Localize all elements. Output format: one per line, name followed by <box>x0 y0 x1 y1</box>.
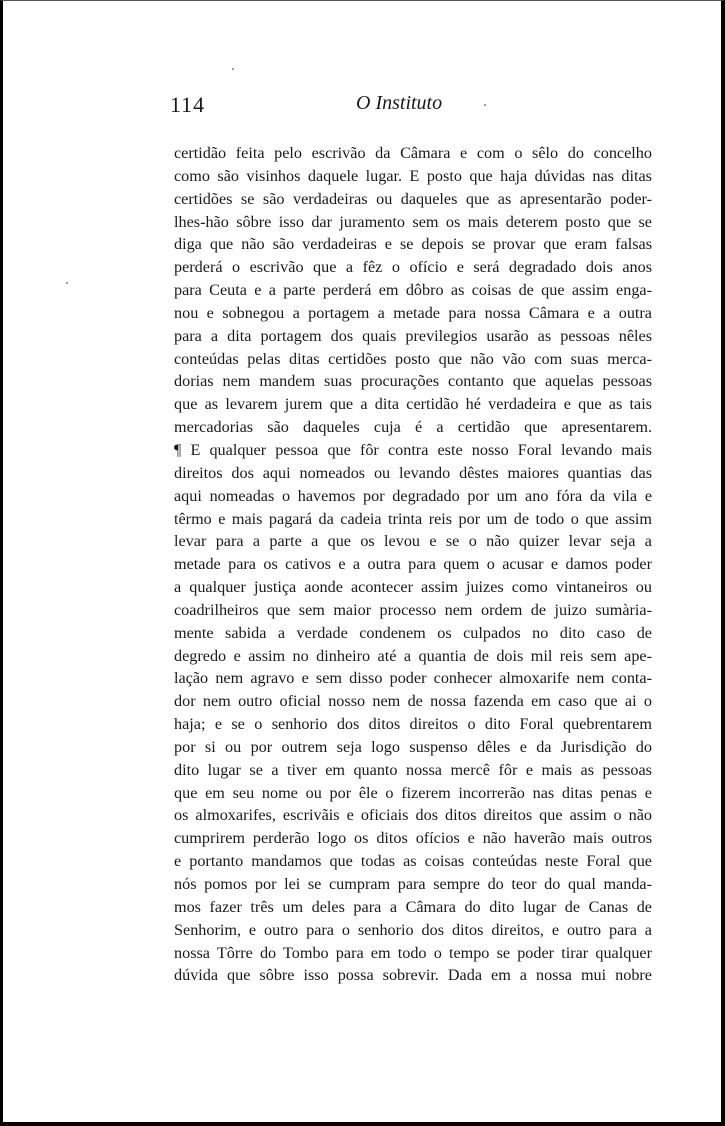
paper-speck <box>232 68 234 70</box>
text-line: os almoxarifes, escrivãis e oficiais dos ditos direitos que assim o não <box>174 806 652 825</box>
text-line: por si ou por outrem seja logo suspenso dêles e da Jurisdição do <box>174 737 652 756</box>
text-line: para Ceuta e a parte perderá em dôbro as coisas de que assim enga- <box>174 281 652 300</box>
text-line: cumprirem perderão logo os ditos ofícios e não haverão mais outros <box>174 829 652 848</box>
text-line: dito lugar se a tiver em quanto nossa mercê fôr e mais as pessoas <box>174 760 652 779</box>
text-line: têrmo e mais pagará da cadeia trinta reis por um de todo o que assim <box>174 509 652 528</box>
text-line: diga que não são verdadeiras e se depois se provar que eram falsas <box>174 235 652 254</box>
text-line: Senhorim, e outro para o senhorio dos ditos direitos, e outro para a <box>174 920 652 939</box>
page-number: 114 <box>170 92 206 117</box>
text-line: mercadorias são daqueles cuja é a certidão que apresentarem. <box>174 418 652 437</box>
text-line: que em seu nome ou por êle o fizerem incorrerão nas ditas penas e <box>174 783 652 802</box>
text-line: mente sabida a verdade condenem os culpados no dito caso de <box>174 623 652 642</box>
text-line: a qualquer justiça aonde acontecer assim juizes como vintaneiros ou <box>174 578 652 597</box>
text-line: coadrilheiros que sem maior processo nem ordem de juizo sumària- <box>174 600 652 619</box>
text-line: certidão feita pelo escrivão da Câmara e com o sêlo do concelho <box>174 144 652 162</box>
text-line: lação nem agravo e sem disso poder conhecer almoxarife nem conta- <box>174 669 652 688</box>
text-line: degredo e assim no dinheiro até a quantia de dois mil reis sem ape- <box>174 646 652 665</box>
text-line: levar para a parte a que os levou e se o não quizer levar seja a <box>174 532 652 551</box>
text-line: dúvida que sôbre isso possa sobrevir. Dada em a nossa mui nobre <box>174 966 652 985</box>
text-line: mos fazer três um deles para a Câmara do dito lugar de Canas de <box>174 897 652 916</box>
text-line: que as levarem jurem que a dita certidão hé verdadeira e que as tais <box>174 395 652 414</box>
text-line: nós pomos por lei se cumpram para sempre do teor do qual manda- <box>174 875 652 893</box>
running-header <box>170 92 650 120</box>
text-line: dorias nem mandem suas procurações contanto que aquelas pessoas <box>174 372 652 391</box>
text-line: nou e sobnegou a portagem a metade para nossa Câmara e a outra <box>174 303 652 322</box>
text-line: certidões se são verdadeiras ou daqueles que as apresentarão poder- <box>174 189 652 208</box>
text-line: dor nem outro oficial nosso nem de nossa fazenda em caso que ai o <box>174 692 652 711</box>
text-line: para a dita portagem dos quais previlegios usarão as pessoas nêles <box>174 326 652 345</box>
text-line: aqui nomeadas o havemos por degradado por um ano fóra da vila e <box>174 486 652 505</box>
text-line: como são visinhos daquele lugar. E posto que haja dúvidas nas ditas <box>174 166 652 185</box>
text-line: direitos dos aqui nomeados ou levando dêstes maiores quantias das <box>174 463 652 482</box>
paper-speck <box>66 282 68 284</box>
text-line: e portanto mandamos que todas as coisas conteúdas neste Foral que <box>174 852 652 871</box>
text-line: haja; e se o senhorio dos ditos direitos o dito Foral quebrentarem <box>174 715 652 734</box>
body-text <box>174 142 652 987</box>
running-title: O Instituto <box>356 92 443 114</box>
text-line: nossa Tôrre do Tombo para em todo o tempo se poder tirar qualquer <box>174 943 652 962</box>
text-line: lhes-hão sôbre isso dar juramento sem os mais deterem posto que se <box>174 212 652 231</box>
text-line: perderá o escrivão que a fêz o ofício e será degradado dois anos <box>174 258 652 277</box>
text-line: conteúdas pelas ditas certidões posto que não vão com suas merca- <box>174 349 652 368</box>
text-line: metade para os cativos e a outra para quem o acusar e damos poder <box>174 555 652 574</box>
text-line: ¶ E qualquer pessoa que fôr contra este nosso Foral levando mais <box>174 440 652 459</box>
